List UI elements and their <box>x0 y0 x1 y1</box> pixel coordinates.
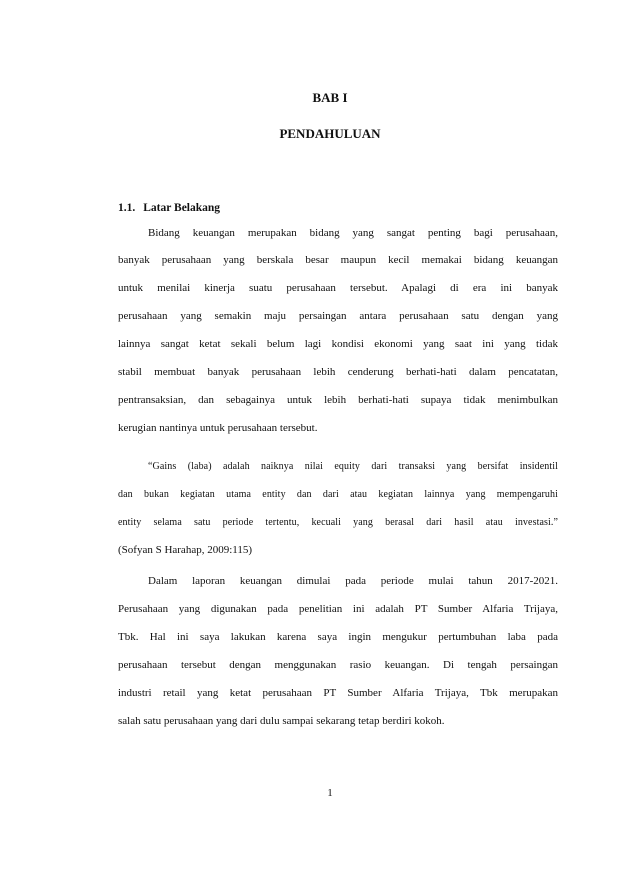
paragraph2-line: salah satu perusahaan yang dari dulu sampai sekarang tetap berdiri kokoh. <box>118 715 445 727</box>
paragraph1-line: lainnya sangat ketat sekali belum lagi kondisi ekonomi yang saat ini yang tidak <box>118 338 558 350</box>
section-number: 1.1. <box>118 202 136 214</box>
paragraph2-line: industri retail yang ketat perusahaan PT Sumber Alfaria Trijaya, Tbk merupakan <box>118 687 558 699</box>
paragraph1-line: Bidang keuangan merupakan bidang yang sangat penting bagi perusahaan, <box>148 227 558 239</box>
page-number: 1 <box>327 787 333 799</box>
citation: (Sofyan S Harahap, 2009:115) <box>118 544 253 556</box>
paragraph2-line: Tbk. Hal ini saya lakukan karena saya ingin mengukur pertumbuhan laba pada <box>118 631 558 643</box>
paragraph2-line: Perusahaan yang digunakan pada penelitian ini adalah PT Sumber Alfaria Trijaya, <box>118 603 558 615</box>
quote-line: “Gains (laba) adalah naiknya nilai equity dari transaksi yang bersifat insidentil <box>148 461 558 472</box>
quote-line: dan bukan kegiatan utama entity dan dari atau kegiatan lainnya yang mempengaruhi <box>118 489 558 500</box>
section-heading <box>118 202 220 214</box>
paragraph1-line: untuk menilai kinerja suatu perusahaan tersebut. Apalagi di era ini banyak <box>118 282 558 294</box>
chapter-number: BAB I <box>312 90 348 105</box>
paragraph1-line: perusahaan yang semakin maju persaingan antara perusahaan satu dengan yang <box>118 310 558 322</box>
paragraph1-line: stabil membuat banyak perusahaan lebih cenderung berhati-hati dalam pencatatan, <box>118 366 558 378</box>
paragraph1-line: banyak perusahaan yang berskala besar maupun kecil memakai bidang keuangan <box>118 254 558 266</box>
paragraph1-line: kerugian nantinya untuk perusahaan tersebut. <box>118 422 318 434</box>
chapter-title: PENDAHULUAN <box>279 126 381 141</box>
paragraph2-line: Dalam laporan keuangan dimulai pada periode mulai tahun 2017-2021. <box>148 575 558 587</box>
paragraph1-line: pentransaksian, dan sebagainya untuk lebih berhati-hati supaya tidak menimbulkan <box>118 394 558 406</box>
section-title: Latar Belakang <box>143 202 221 214</box>
paragraph2-line: perusahaan tersebut dengan menggunakan rasio keuangan. Di tengah persaingan <box>118 659 558 671</box>
quote-line: entity selama satu periode tertentu, kecuali yang berasal dari hasil atau investasi.” <box>118 517 558 528</box>
